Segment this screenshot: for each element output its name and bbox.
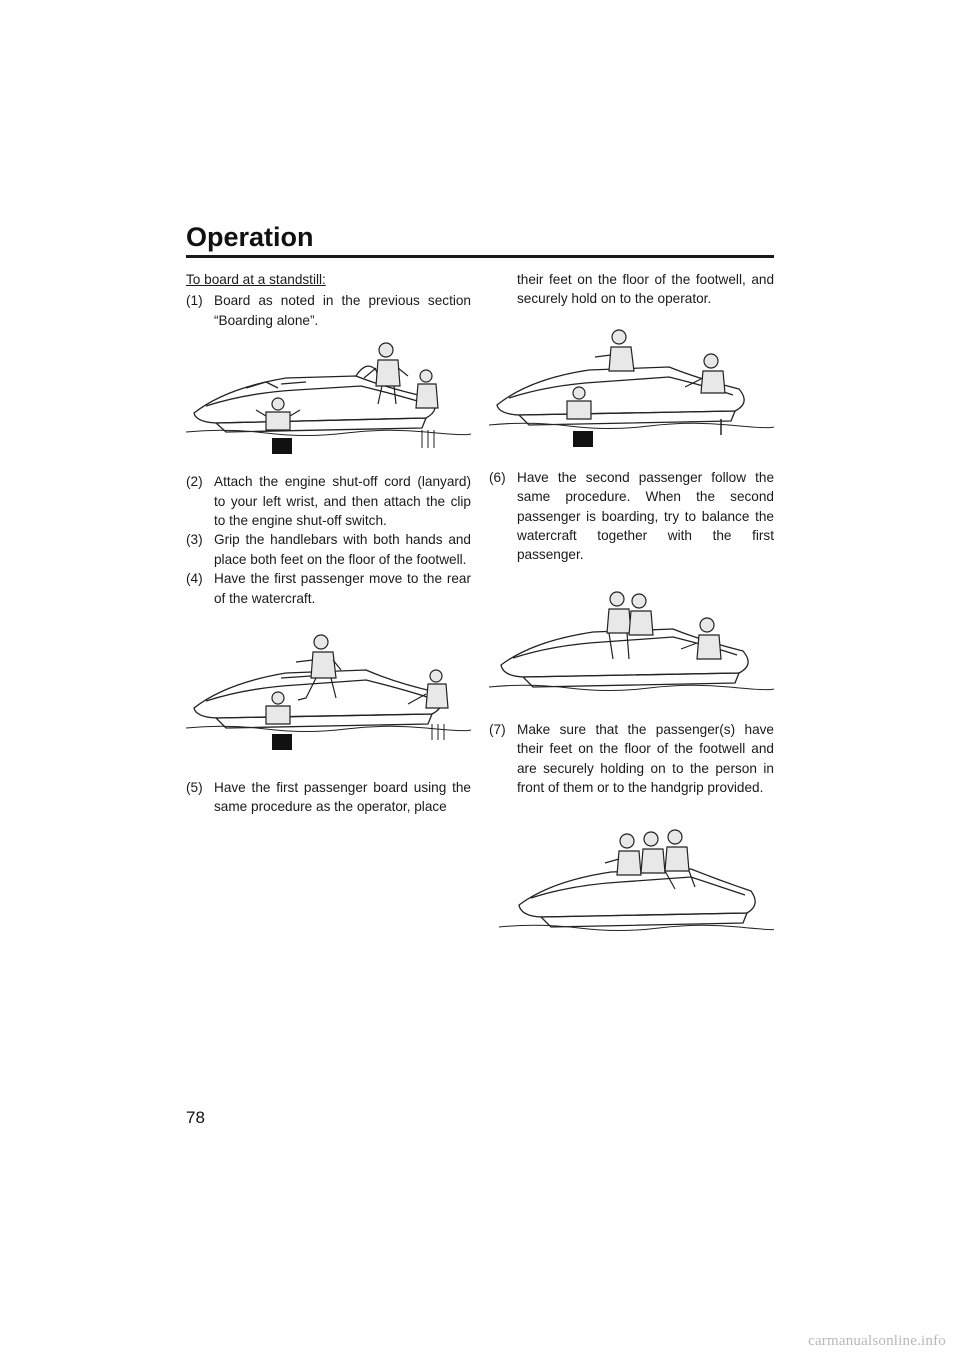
step-text: Have the first passenger board using the same procedure as the operator, place	[214, 780, 471, 815]
step-text: Grip the handlebars with both hands and place both feet on the floor of the footwell.	[214, 532, 471, 567]
step-text: Have the second passenger follow the same procedure. When the second passenger is boarding, try to balance the watercraft together with the first passenger.	[517, 469, 774, 563]
step-text: Attach the engine shut-off cord (lanyard) to your left wrist, and then attach the clip to the engine shut-off switch.	[214, 474, 471, 529]
first-passenger-boarding-figure	[489, 327, 774, 452]
step-number: (7)	[489, 721, 506, 737]
step-2	[186, 472, 471, 530]
step-number: (5)	[186, 780, 203, 796]
title-rule	[186, 255, 774, 258]
step-5-continued: their feet on the floor of the footwell, and securely hold on to the operator.	[517, 272, 774, 307]
section-subheading: To board at a standstill:	[186, 272, 326, 287]
step-4	[186, 569, 471, 608]
step-number: (2)	[186, 474, 203, 490]
step-text: Board as noted in the previous section “Boarding alone”.	[214, 293, 471, 328]
all-seated-figure	[489, 819, 774, 939]
left-column	[186, 270, 471, 817]
step-number: (6)	[489, 469, 506, 485]
step-6	[489, 468, 774, 565]
step-3	[186, 530, 471, 569]
step-number: (1)	[186, 293, 203, 309]
step-text: Make sure that the passenger(s) have their feet on the floor of the footwell and are securely holding on to the person in front of them or to the handgrip provided.	[517, 721, 774, 796]
step-1	[186, 291, 471, 330]
page-title: Operation	[186, 222, 314, 252]
right-column	[489, 270, 774, 939]
operator-kneeling-figure	[186, 628, 471, 758]
step-number: (3)	[186, 532, 203, 548]
step-number: (4)	[186, 571, 203, 587]
step-text: Have the first passenger move to the rear of the watercraft.	[214, 571, 471, 606]
step-5	[186, 778, 471, 817]
watermark: carmanualsonline.info	[808, 1333, 946, 1349]
second-passenger-boarding-figure	[489, 585, 774, 700]
page-number: 78	[186, 1108, 205, 1127]
step-7	[489, 720, 774, 798]
operator-in-water-figure	[186, 338, 471, 458]
